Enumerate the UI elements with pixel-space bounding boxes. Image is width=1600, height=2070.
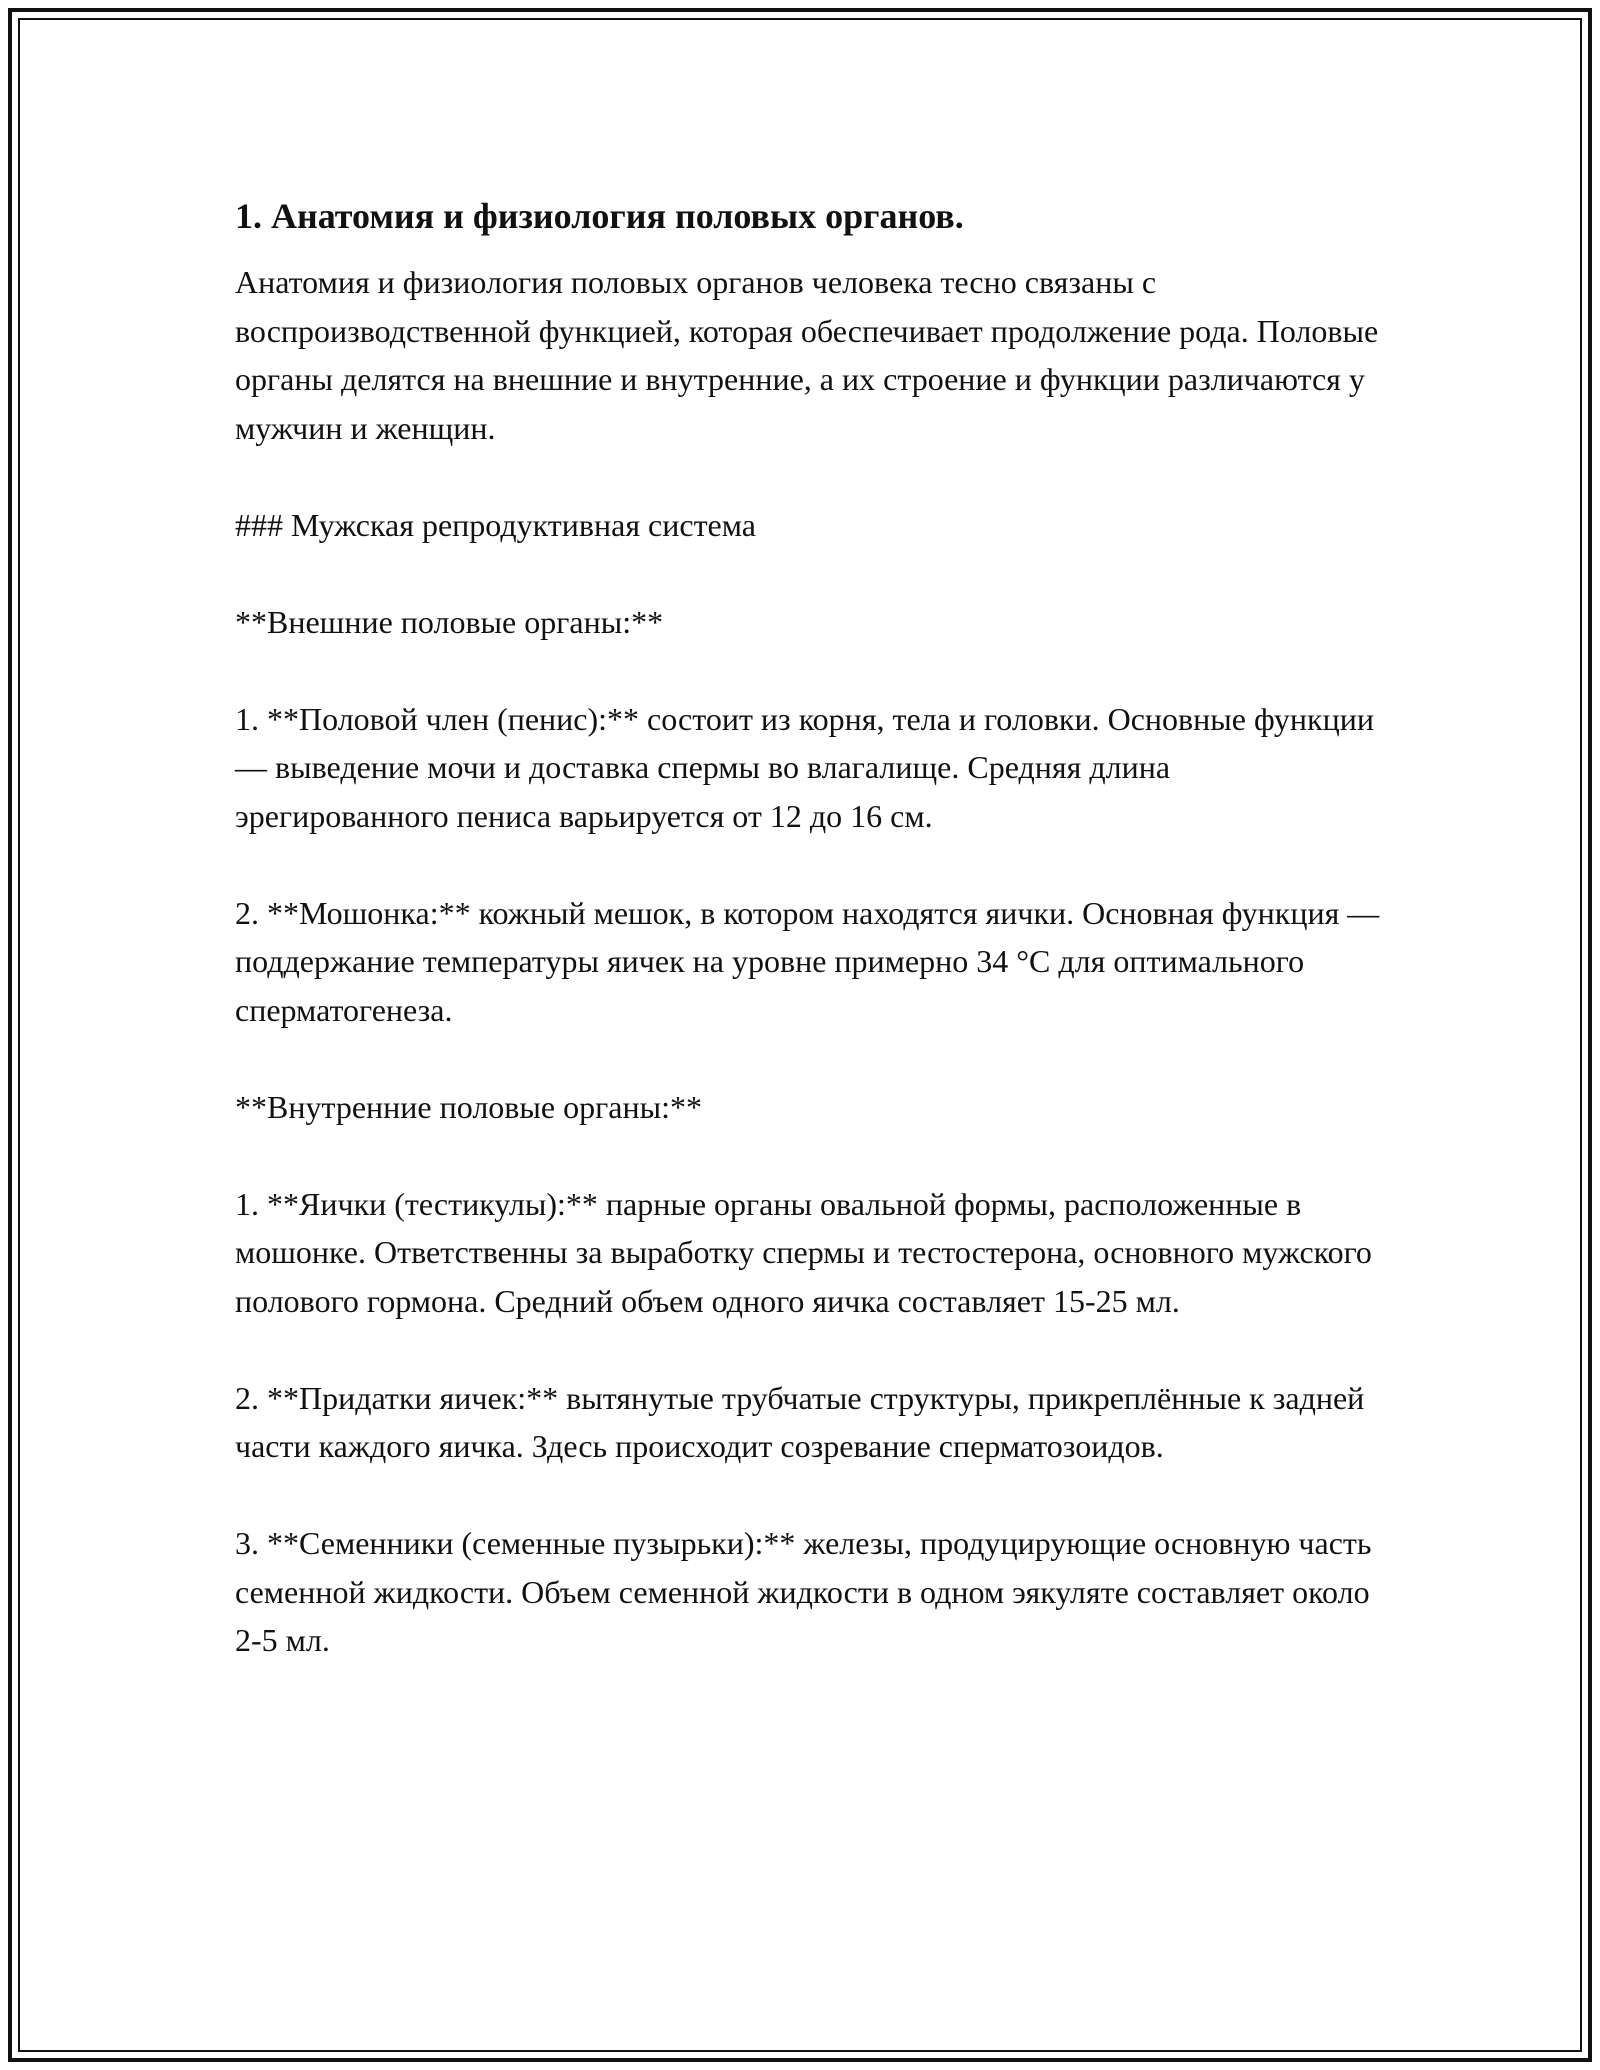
section-heading-male-system: ### Мужская репродуктивная система [235,506,756,543]
subheading-external-organs: **Внешние половые органы:** [235,603,664,640]
document-body [235,190,1385,1665]
intro-paragraph: Анатомия и физиология половых органов человека тесно связаны с воспроизводственной функцией, которая обеспечивает продолжение рода. Половые органы делятся на внешние и внутренние, а их строение и функции различаются у мужчин и женщин. [235,264,1379,446]
list-item-epididymis: 2. **Придатки яичек:** вытянутые трубчатые структуры, прикреплённые к задней части каждого яичка. Здесь происходит созревание сперматозоидов. [235,1379,1365,1464]
list-item-testicles: 1. **Яички (тестикулы):** парные органы овальной формы, расположенные в мошонке. Ответственны за выработку спермы и тестостерона, основного мужского полового гормона. Средний объем одного яичка составляет 15-25 мл. [235,1185,1372,1319]
list-item-seminal-vesicles: 3. **Семенники (семенные пузырьки):** железы, продуцирующие основную часть семенной жидкости. Объем семенной жидкости в одном эякуляте составляет около 2-5 мл. [235,1525,1372,1658]
list-item-scrotum: 2. **Мошонка:** кожный мешок, в котором находятся яички. Основная функция — поддержание температуры яичек на уровне примерно 34 °C для оптимального сперматогенеза. [235,894,1380,1028]
subheading-internal-organs: **Внутренние половые органы:** [235,1088,702,1125]
document-title: 1. Анатомия и физиология половых органов. [235,196,964,236]
list-item-penis: 1. **Половой член (пенис):** состоит из корня, тела и головки. Основные функции — выведение мочи и доставка спермы во влагалище. Средняя длина эрегированного пениса варьируется от 12 до 16 см. [235,700,1374,834]
